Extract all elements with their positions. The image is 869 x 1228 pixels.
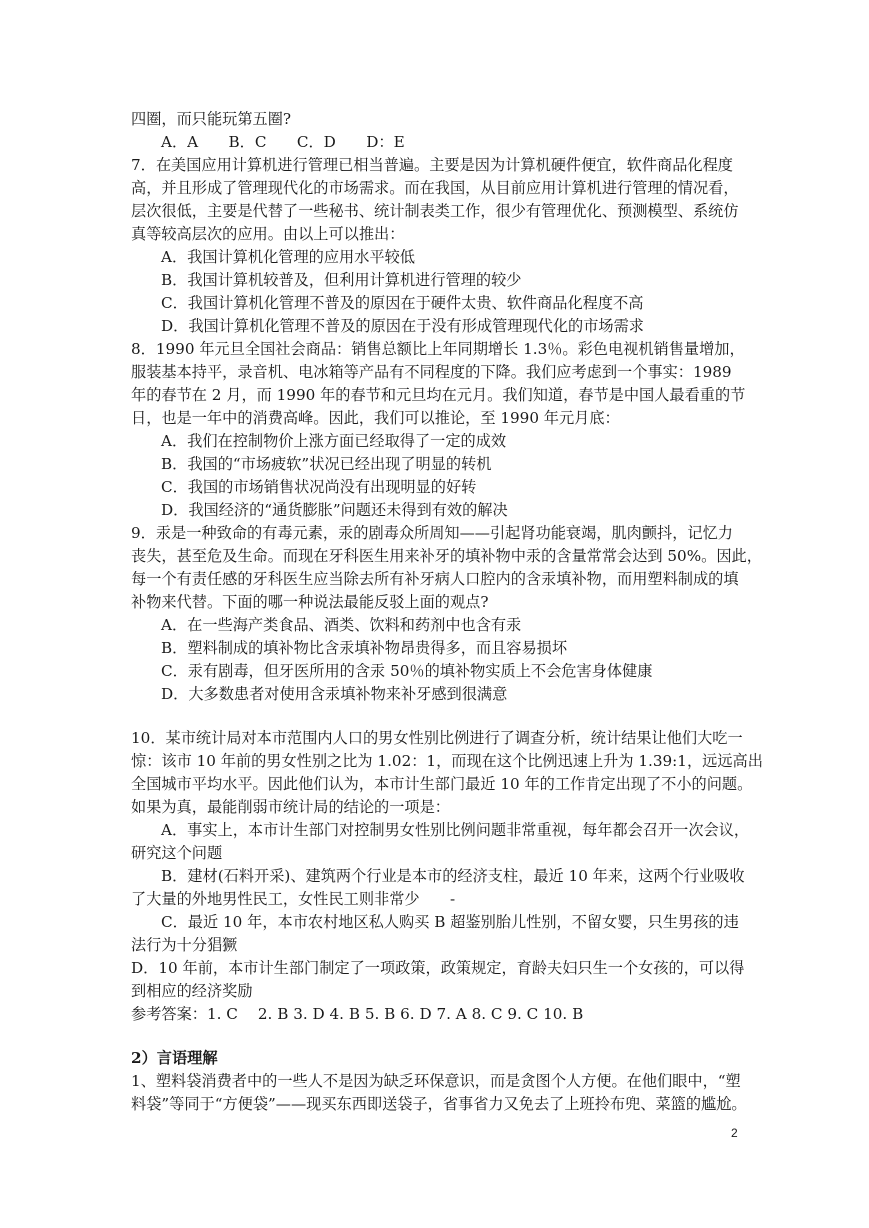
text-line: 丧失，甚至危及生命。而现在牙科医生用来补牙的填补物中汞的含量常常会达到 50%。因此， xyxy=(131,547,762,565)
text-line: 服装基本持平，录音机、电冰箱等产品有不同程度的下降。我们应考虑到一个事实：1989 xyxy=(131,363,732,381)
text-line: A．我国计算机化管理的应用水平较低 xyxy=(161,248,415,266)
text-line: 惊：该市 10 年前的男女性别之比为 1.02：1，而现在这个比例迅速上升为 1.39:1，远远高出 xyxy=(131,752,763,770)
text-line: 7．在美国应用计算机进行管理已相当普遍。主要是因为计算机硬件便宜，软件商品化程度 xyxy=(131,156,733,174)
text-line: 1、塑料袋消费者中的一些人不是因为缺乏环保意识，而是贪图个人方便。在他们眼中，“塑 xyxy=(131,1072,741,1090)
text-line: 8．1990 年元旦全国社会商品：销售总额比上年同期增长 1.3％。彩色电视机销售量增加， xyxy=(131,340,745,358)
text-line: A．A B．C C．D D：E xyxy=(161,133,405,151)
text-line: C．我国计算机化管理不普及的原因在于硬件太贵、软件商品化程度不高 xyxy=(161,294,644,312)
text-line: 真等较高层次的应用。由以上可以推出： xyxy=(131,225,405,243)
text-line: 10．某市统计局对本市范围内人口的男女性别比例进行了调查分析，统计结果让他们大吃一 xyxy=(131,729,743,747)
text-line: 参考答案：1. C 2. B 3. D 4. B 5. B 6. D 7. A 8. C 9. C 10. B xyxy=(131,1005,584,1023)
text-line: B．建材(石料开采)、建筑两个行业是本市的经济支柱，最近 10 年来，这两个行业吸收 xyxy=(161,867,745,885)
text-line: 高，并且形成了管理现代化的市场需求。而在我国，从目前应用计算机进行管理的情况看， xyxy=(131,179,739,197)
text-line: A．在一些海产类食品、酒类、饮料和药剂中也含有汞 xyxy=(161,616,522,634)
text-line: D．大多数患者对使用含汞填补物来补牙感到很满意 xyxy=(161,685,508,703)
text-line: 了大量的外地男性民工，女性民工则非常少 - xyxy=(131,890,456,908)
text-line: 如果为真，最能削弱市统计局的结论的一项是： xyxy=(131,798,450,816)
text-line: 2）言语理解 xyxy=(131,1049,218,1067)
text-line: 料袋”等同于“方便袋”——现买东西即送袋子，省事省力又免去了上班拎布兜、菜篮的尴尬。 xyxy=(131,1095,747,1113)
text-line: 到相应的经济奖励 xyxy=(131,982,253,1000)
text-line: C．我国的市场销售状况尚没有出现明显的好转 xyxy=(161,478,477,496)
text-line: A．事实上，本市计生部门对控制男女性别比例问题非常重视，每年都会召开一次会议， xyxy=(161,821,750,839)
text-line: 补物来代替。下面的哪一种说法最能反驳上面的观点? xyxy=(131,593,489,611)
text-line: 层次很低，主要是代替了一些秘书、统计制表类工作，很少有管理优化、预测模型、系统仿 xyxy=(131,202,739,220)
text-line: 日，也是一年中的消费高峰。因此，我们可以推论，至 1990 年元月底： xyxy=(131,409,620,427)
text-line: D．我国经济的“通货膨胀”问题还未得到有效的解决 xyxy=(161,501,508,519)
text-line: 每一个有责任感的牙科医生应当除去所有补牙病人口腔内的含汞填补物，而用塑料制成的填 xyxy=(131,570,739,588)
text-line: B．我国计算机较普及，但利用计算机进行管理的较少 xyxy=(161,271,522,289)
text-line: C．汞有剧毒，但牙医所用的含汞 50％的填补物实质上不会危害身体健康 xyxy=(161,662,653,680)
text-line: 研究这个问题 xyxy=(131,844,223,862)
text-line: C．最近 10 年，本市农村地区私人购买 B 超鉴别胎儿性别，不留女婴，只生男孩的违 xyxy=(161,913,739,931)
page-number: 2 xyxy=(731,1126,738,1140)
text-line: 年的春节在 2 月，而 1990 年的春节和元旦均在元月。我们知道，春节是中国人最看重的节 xyxy=(131,386,746,404)
text-line: 四圈，而只能玩第五圈? xyxy=(131,110,292,128)
text-line: A．我们在控制物价上涨方面已经取得了一定的成效 xyxy=(161,432,507,450)
text-line: 全国城市平均水平。因此他们认为，本市计生部门最近 10 年的工作肯定出现了不小的问题。 xyxy=(131,775,753,793)
text-line: 法行为十分猖獗 xyxy=(131,936,238,954)
text-line: B．我国的“市场疲软”状况已经出现了明显的转机 xyxy=(161,455,492,473)
text-line: B．塑料制成的填补物比含汞填补物昂贵得多，而且容易损坏 xyxy=(161,639,568,657)
text-line: D．10 年前，本市计生部门制定了一项政策，政策规定，育龄夫妇只生一个女孩的，可以得 xyxy=(131,959,745,977)
text-line: D．我国计算机化管理不普及的原因在于没有形成管理现代化的市场需求 xyxy=(161,317,644,335)
text-line: 9．汞是一种致命的有毒元素，汞的剧毒众所周知——引起肾功能衰竭，肌肉颤抖，记忆力 xyxy=(131,524,733,542)
